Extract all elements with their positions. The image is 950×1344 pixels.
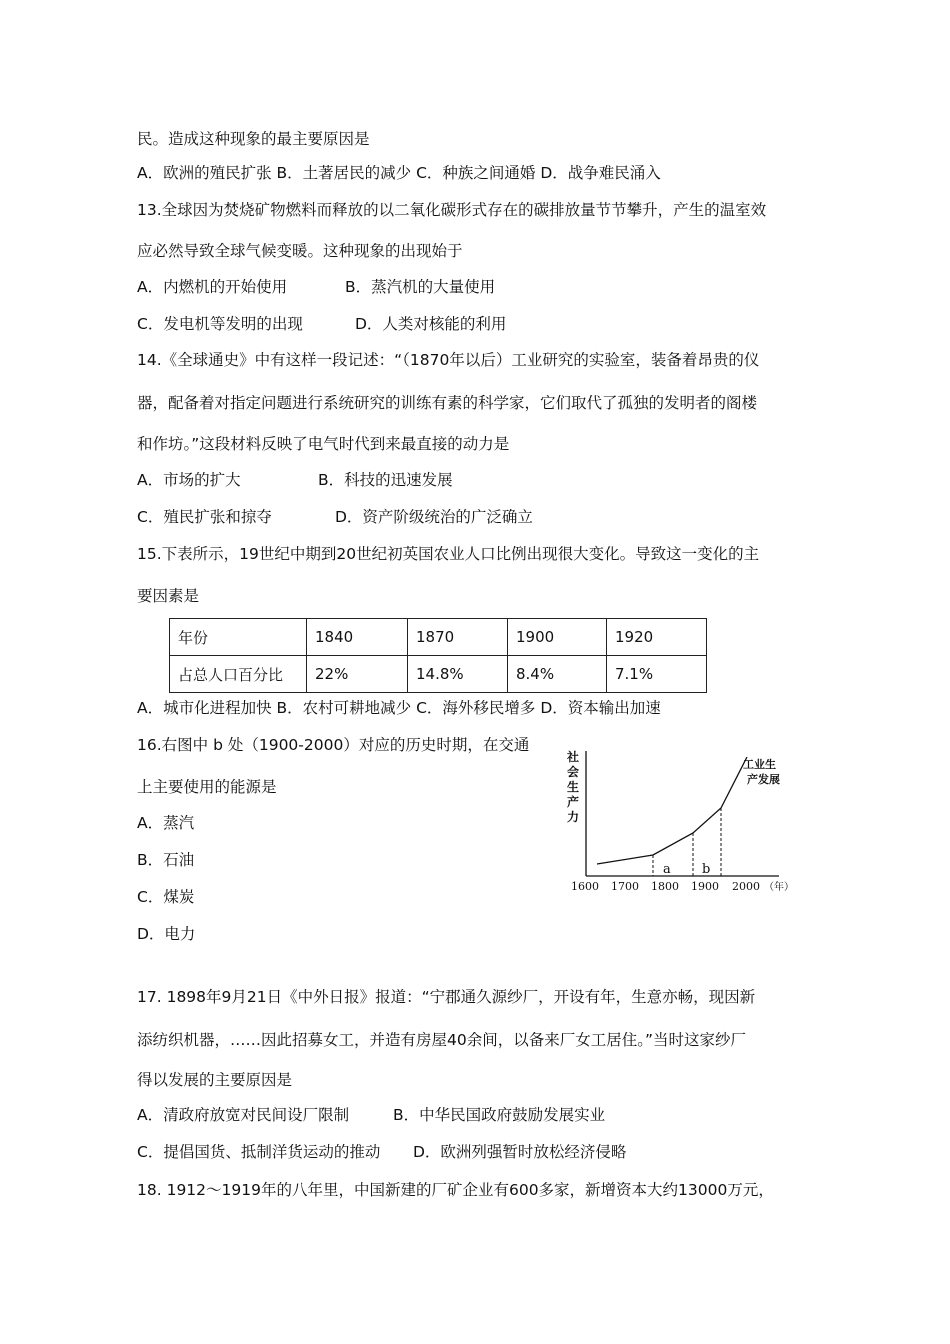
q16-stem-cont: 上主要使用的能源是 bbox=[137, 778, 277, 796]
q12-options: A．欧洲的殖民扩张 B．土著居民的减少 C．种族之间通婚 D．战争难民涌入 bbox=[137, 164, 661, 182]
table-cell: 1900 bbox=[508, 619, 607, 656]
q14-option-c[interactable]: C．殖民扩张和掠夺 bbox=[137, 508, 272, 526]
q14-option-b[interactable]: B．科技的迅速发展 bbox=[318, 471, 453, 489]
y-axis-label-char: 产 bbox=[567, 795, 580, 809]
q14-option-a[interactable]: A．市场的扩大 bbox=[137, 471, 241, 489]
q16-option-c[interactable]: C．煤炭 bbox=[137, 888, 195, 906]
x-tick-label: 2000 bbox=[732, 880, 760, 893]
table-cell: 14.8% bbox=[408, 656, 508, 693]
q16-stem: 16.右图中 b 处（1900-2000）对应的历史时期，在交通 bbox=[137, 736, 530, 754]
q13-stem: 13.全球因为焚烧矿物燃料而释放的以二氧化碳形式存在的碳排放量节节攀升，产生的温室效 bbox=[137, 201, 767, 219]
segment-label-b: b bbox=[702, 862, 711, 877]
q13-option-c[interactable]: C．发电机等发明的出现 bbox=[137, 315, 303, 333]
q15-stem-cont: 要因素是 bbox=[137, 587, 200, 605]
q16-option-a[interactable]: A．蒸汽 bbox=[137, 814, 195, 832]
table-cell: 8.4% bbox=[508, 656, 607, 693]
curve-label: 工业生 bbox=[743, 758, 776, 771]
q17-option-a[interactable]: A．清政府放宽对民间设厂限制 bbox=[137, 1106, 350, 1124]
x-tick-label: 1800 bbox=[651, 880, 679, 893]
x-tick-label: 1600 bbox=[571, 880, 599, 893]
y-axis-label-char: 会 bbox=[567, 765, 580, 779]
table-cell: 1840 bbox=[307, 619, 408, 656]
q15-stem: 15.下表所示，19世纪中期到20世纪初英国农业人口比例出现很大变化。导致这一变化的主 bbox=[137, 545, 760, 563]
y-axis-label-char: 社 bbox=[567, 750, 580, 764]
q14-stem: 14.《全球通史》中有这样一段记述：“（1870年以后）工业研究的实验室，装备着昂贵的仪 bbox=[137, 351, 760, 369]
x-tick-label: 1700 bbox=[611, 880, 639, 893]
y-axis-label-char: 生 bbox=[567, 780, 580, 794]
q13-option-b[interactable]: B．蒸汽机的大量使用 bbox=[345, 278, 496, 296]
q17-stem-cont2: 得以发展的主要原因是 bbox=[137, 1071, 293, 1089]
table-cell: 7.1% bbox=[607, 656, 707, 693]
x-tick-label: 1900 bbox=[691, 880, 719, 893]
y-axis-label bbox=[566, 749, 579, 824]
x-tick-label: （年） bbox=[764, 882, 794, 893]
table-cell: 占总人口百分比 bbox=[170, 656, 307, 693]
table-row bbox=[170, 656, 707, 693]
q14-option-d[interactable]: D．资产阶级统治的广泛确立 bbox=[335, 508, 533, 526]
q18-stem: 18. 1912～1919年的八年里，中国新建的厂矿企业有600多家，新增资本大约13000万元， bbox=[137, 1181, 774, 1199]
q15-options: A．城市化进程加快 B．农村可耕地减少 C．海外移民增多 D．资本输出加速 bbox=[137, 699, 661, 717]
productivity-chart bbox=[565, 745, 805, 895]
curve-label: 产发展 bbox=[747, 773, 780, 786]
q17-option-c[interactable]: C．提倡国货、抵制洋货运动的推动 bbox=[137, 1143, 381, 1161]
q13-option-d[interactable]: D．人类对核能的利用 bbox=[355, 315, 507, 333]
text-line: 民。造成这种现象的最主要原因是 bbox=[137, 130, 370, 148]
y-axis-label-char: 力 bbox=[567, 810, 580, 824]
population-table bbox=[169, 618, 707, 693]
table-cell: 1870 bbox=[408, 619, 508, 656]
q13-option-a[interactable]: A．内燃机的开始使用 bbox=[137, 278, 288, 296]
table-cell: 年份 bbox=[170, 619, 307, 656]
q17-option-d[interactable]: D．欧洲列强暂时放松经济侵略 bbox=[413, 1143, 627, 1161]
segment-label-a: a bbox=[663, 862, 671, 877]
table-cell: 22% bbox=[307, 656, 408, 693]
productivity-curve bbox=[597, 757, 747, 864]
q14-stem-cont2: 和作坊。”这段材料反映了电气时代到来最直接的动力是 bbox=[137, 435, 510, 453]
q16-option-d[interactable]: D．电力 bbox=[137, 925, 196, 943]
q13-stem-cont: 应必然导致全球气候变暖。这种现象的出现始于 bbox=[137, 242, 463, 260]
table-row bbox=[170, 619, 707, 656]
table-cell: 1920 bbox=[607, 619, 707, 656]
q17-stem-cont: 添纺织机器，……因此招募女工，并造有房屋40余间，以备来厂女工居住。”当时这家纱厂 bbox=[137, 1031, 747, 1049]
q17-option-b[interactable]: B．中华民国政府鼓励发展实业 bbox=[393, 1106, 606, 1124]
q17-stem: 17. 1898年9月21日《中外日报》报道：“宁郡通久源纱厂，开设有年，生意亦畅，现因新 bbox=[137, 988, 756, 1006]
q16-option-b[interactable]: B．石油 bbox=[137, 851, 195, 869]
q14-stem-cont: 器，配备着对指定问题进行系统研究的训练有素的科学家，它们取代了孤独的发明者的阁楼 bbox=[137, 394, 758, 412]
